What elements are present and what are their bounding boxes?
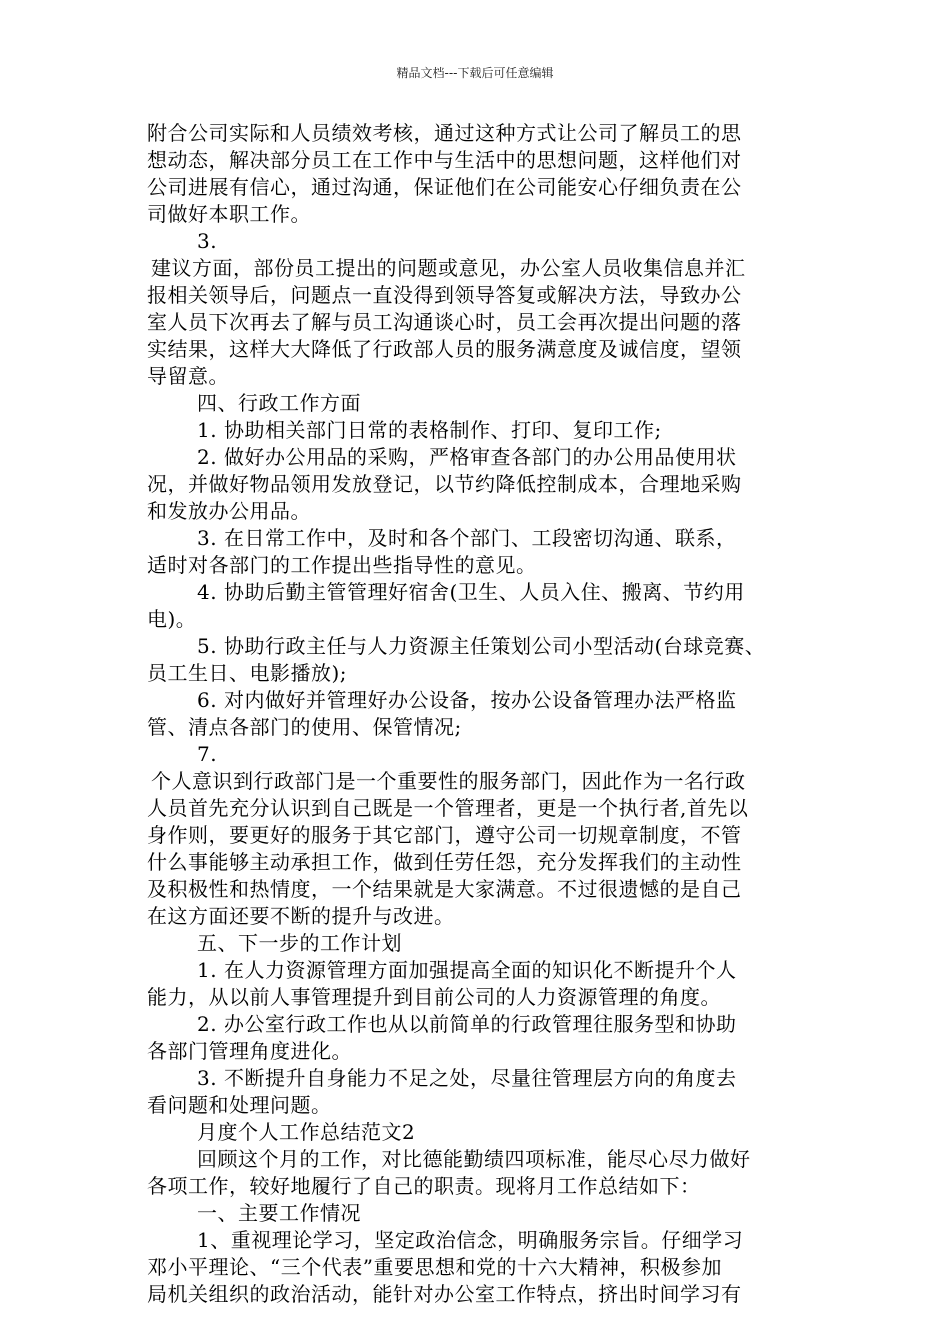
paragraph-line: 电)。 bbox=[147, 607, 197, 631]
paragraph-line: 一、主要工作情况 bbox=[197, 1201, 361, 1225]
paragraph-line: 什么事能够主动承担工作，做到任劳任怨，充分发挥我们的主动性 bbox=[147, 850, 742, 874]
paragraph-line: 建议方面，部份员工提出的问题或意见，办公室人员收集信息并汇 bbox=[151, 256, 746, 280]
paragraph-line: 人员首先充分认识到自己既是一个管理者，更是一个执行者,首先以 bbox=[147, 796, 749, 820]
paragraph-line: 7. bbox=[197, 742, 218, 766]
paragraph-line: 2. 办公室行政工作也从以前简单的行政管理往服务型和协助 bbox=[197, 1012, 737, 1036]
paragraph-line: 在这方面还要不断的提升与改进。 bbox=[147, 904, 455, 928]
paragraph-line: 各部门管理角度进化。 bbox=[147, 1039, 352, 1063]
paragraph-line: 报相关领导后，问题点一直没得到领导答复或解决方法，导致办公 bbox=[147, 283, 742, 307]
paragraph-line: 员工生日、电影播放); bbox=[147, 661, 348, 685]
paragraph-line: 3. bbox=[197, 229, 218, 253]
paragraph-line: 导留意。 bbox=[147, 364, 229, 388]
paragraph-line: 邓小平理论、“三个代表”重要思想和党的十六大精神，积极参加 bbox=[147, 1255, 722, 1279]
paragraph-line: 及积极性和热情度，一个结果就是大家满意。不过很遗憾的是自己 bbox=[147, 877, 742, 901]
paragraph-line: 身作则，要更好的服务于其它部门，遵守公司一切规章制度，不管 bbox=[147, 823, 742, 847]
page-header: 精品文档---下载后可任意编辑 bbox=[396, 66, 554, 80]
paragraph-line: 管、清点各部门的使用、保管情况; bbox=[147, 715, 462, 739]
paragraph-line: 个人意识到行政部门是一个重要性的服务部门，因此作为一名行政 bbox=[151, 769, 746, 793]
paragraph-line: 室人员下次再去了解与员工沟通谈心时，员工会再次提出问题的落 bbox=[147, 310, 742, 334]
paragraph-line: 1、重视理论学习，坚定政治信念，明确服务宗旨。仔细学习 bbox=[197, 1228, 744, 1252]
paragraph-line: 适时对各部门的工作提出些指导性的意见。 bbox=[147, 553, 537, 577]
paragraph-line: 1. 在人力资源管理方面加强提高全面的知识化不断提升个人 bbox=[197, 958, 737, 982]
paragraph-line: 3. 不断提升自身能力不足之处，尽量往管理层方向的角度去 bbox=[197, 1066, 737, 1090]
paragraph-line: 6. 对内做好并管理好办公设备，按办公设备管理办法严格监 bbox=[197, 688, 737, 712]
paragraph-line: 3. 在日常工作中，及时和各个部门、工段密切沟通、联系， bbox=[197, 526, 737, 550]
paragraph-line: 实结果，这样大大降低了行政部人员的服务满意度及诚信度，望领 bbox=[147, 337, 742, 361]
paragraph-line: 况，并做好物品领用发放登记，以节约降低控制成本，合理地采购 bbox=[147, 472, 742, 496]
paragraph-line: 和发放办公用品。 bbox=[147, 499, 311, 523]
paragraph-line: 回顾这个月的工作，对比德能勤绩四项标准，能尽心尽力做好 bbox=[197, 1147, 751, 1171]
paragraph-line: 4. 协助后勤主管管理好宿舍(卫生、人员入住、搬离、节约用 bbox=[197, 580, 745, 604]
paragraph-line: 司做好本职工作。 bbox=[147, 202, 311, 226]
paragraph-line: 公司进展有信心，通过沟通，保证他们在公司能安心仔细负责在公 bbox=[147, 175, 742, 199]
paragraph-line: 5. 协助行政主任与人力资源主任策划公司小型活动(台球竞赛、 bbox=[197, 634, 766, 658]
paragraph-line: 1. 协助相关部门日常的表格制作、打印、复印工作; bbox=[197, 418, 662, 442]
paragraph-line: 想动态，解决部分员工在工作中与生活中的思想问题，这样他们对 bbox=[147, 148, 742, 172]
paragraph-line: 局机关组织的政治活动，能针对办公室工作特点，挤出时间学习有 bbox=[147, 1282, 742, 1306]
paragraph-line: 能力，从以前人事管理提升到目前公司的人力资源管理的角度。 bbox=[147, 985, 721, 1009]
paragraph-line: 四、行政工作方面 bbox=[197, 391, 361, 415]
paragraph-line: 各项工作，较好地履行了自己的职责。现将月工作总结如下： bbox=[147, 1174, 701, 1198]
paragraph-line: 附合公司实际和人员绩效考核，通过这种方式让公司了解员工的思 bbox=[147, 121, 742, 145]
paragraph-line: 2. 做好办公用品的采购，严格审查各部门的办公用品使用状 bbox=[197, 445, 737, 469]
document-body bbox=[147, 120, 815, 1308]
paragraph-line: 月度个人工作总结范文2 bbox=[197, 1120, 416, 1144]
paragraph-line: 五、下一步的工作计划 bbox=[197, 931, 402, 955]
paragraph-line: 看问题和处理问题。 bbox=[147, 1093, 332, 1117]
